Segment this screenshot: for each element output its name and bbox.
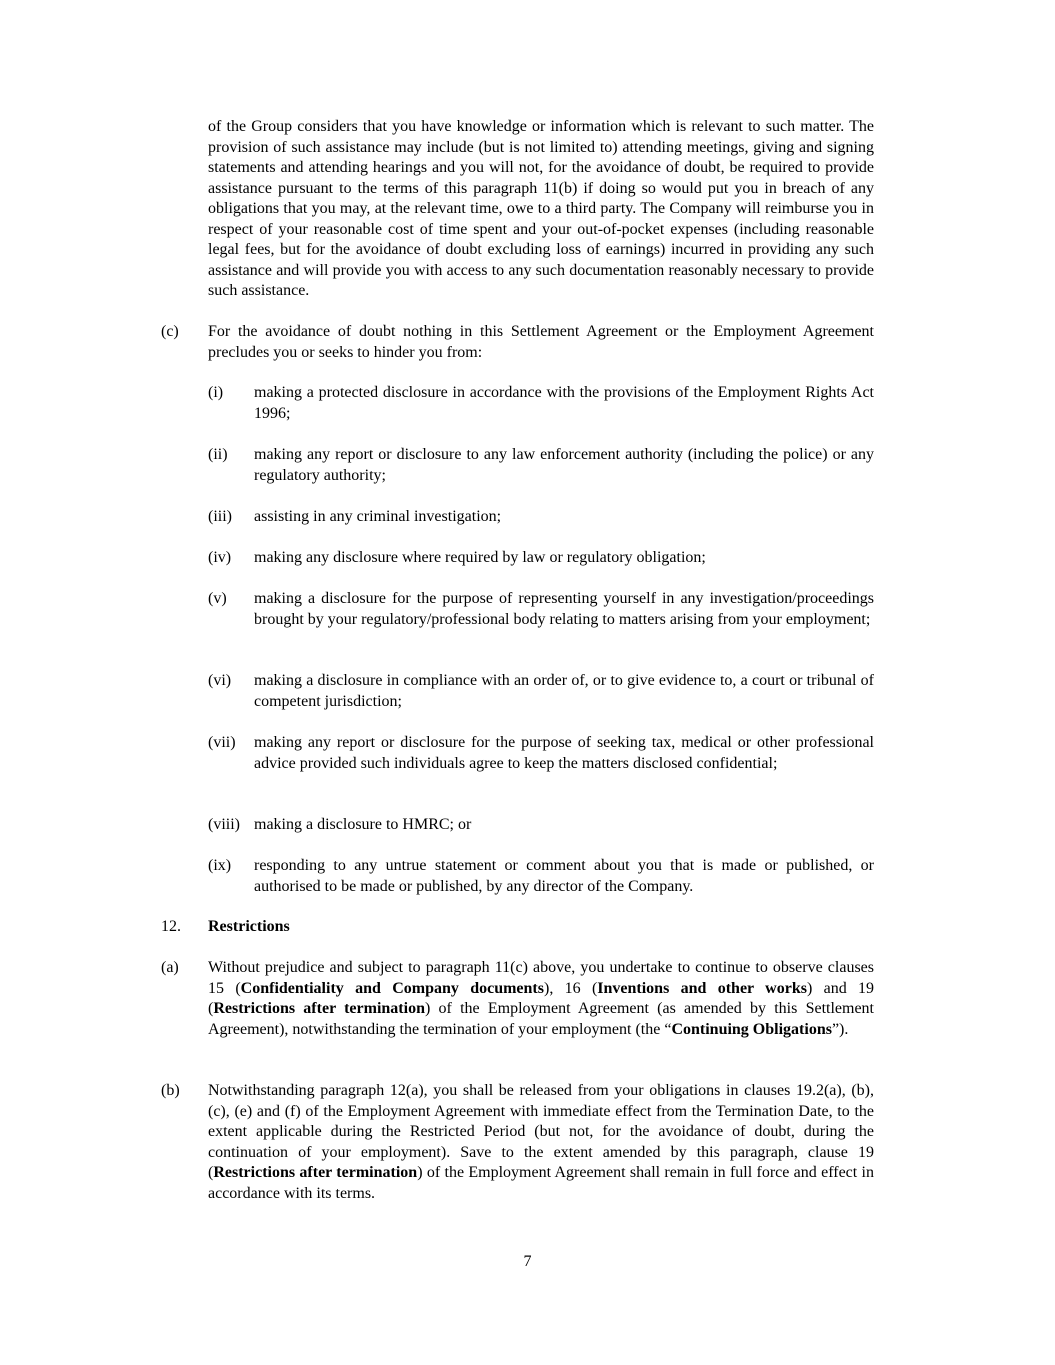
continuation-paragraph: of the Group considers that you have knowledge or information which is relevant to such matter. The provision of such assistance may include (but is not limited to) attending meetings, giving and signing statements and attending hearings and you will not, for the avoidance of doubt, be required to provide assistance pursuant to the terms of this paragraph 11(b) if doing so would put you in breach of any obligations that you may, at the relevant time, owe to a third party. The Company will reimburse you in respect of your reasonable cost of time spent and your out-of-pocket expenses (including reasonable legal fees, but for the avoidance of doubt excluding loss of earnings) incurred in providing any such assistance and will provide you with access to any such documentation reasonably necessary to provide such assistance. [208, 118, 874, 299]
paragraph-text [208, 1081, 874, 1204]
list-item-label: (vi) [208, 672, 232, 689]
section-number: 12. [161, 918, 181, 935]
defined-term: Continuing Obligations [671, 1020, 832, 1038]
text-run: ”). [831, 1020, 849, 1038]
page-number: 7 [523, 1253, 532, 1270]
text-run: ) and 19 ( [208, 979, 875, 1017]
text-run: ) of the Employment Agreement (as amended by this Settlement Agreement), notwithstanding the termination of your employment (the “ [208, 1000, 874, 1038]
section-title: Restrictions [208, 918, 290, 935]
list-item-label: (i) [208, 384, 224, 401]
defined-term: Restrictions after termination [213, 1164, 418, 1181]
list-item-label: (v) [208, 590, 227, 607]
text-run: Without prejudice and subject to paragraph 11(c) above, you undertake to continue to observe clauses 15 ( [208, 959, 874, 997]
paragraph-label: (a) [161, 959, 179, 976]
list-item-text: making a disclosure in compliance with an order of, or to give evidence to, a court or tribunal of competent jurisdiction; [254, 672, 874, 710]
text-run: ) of the Employment Agreement shall remain in full force and effect in accordance with its terms. [208, 1164, 874, 1202]
list-item-text: responding to any untrue statement or comment about you that is made or published, or authorised to be made or published, by any director of the Company. [254, 857, 874, 895]
paragraph-label: (c) [161, 323, 179, 340]
defined-term: Inventions and other works [597, 979, 807, 997]
list-item-text: making a protected disclosure in accordance with the provisions of the Employment Rights Act 1996; [254, 384, 874, 422]
text-run: Notwithstanding paragraph 12(a), you shall be released from your obligations in clauses 19.2(a), (b), (c), (e) and (f) of the Employment Agreement with immediate effect from the Termination Date, to the extent applicable during the Restricted Period (but not, for the avoidance of doubt, during the continuation of your employment). Save to the extent amended by this paragraph, clause 19 ( [208, 1082, 874, 1181]
defined-term: Restrictions after termination [213, 1000, 425, 1017]
list-item-text: making any report or disclosure to any law enforcement authority (including the police) or any regulatory authority; [254, 446, 874, 484]
paragraph-text [208, 958, 874, 1040]
list-item-text: assisting in any criminal investigation; [254, 508, 502, 525]
defined-term: Confidentiality and Company documents [240, 979, 544, 997]
list-item-label: (vii) [208, 734, 236, 751]
list-item-label: (viii) [208, 816, 240, 833]
list-item-label: (iv) [208, 549, 232, 566]
list-item-text: making a disclosure to HMRC; or [254, 816, 472, 833]
list-item-label: (ii) [208, 446, 228, 463]
list-item-text: making any report or disclosure for the purpose of seeking tax, medical or other professional advice provided such individuals agree to keep the matters disclosed confidential; [254, 734, 874, 772]
text-run: ), 16 ( [543, 979, 598, 997]
list-item-text: making any disclosure where required by law or regulatory obligation; [254, 549, 706, 566]
list-item-label: (ix) [208, 857, 232, 874]
paragraph-label: (b) [161, 1082, 180, 1099]
list-item-label: (iii) [208, 508, 232, 525]
list-item-text: making a disclosure for the purpose of representing yourself in any investigation/proceedings brought by your regulatory/professional body relating to matters arising from your employment; [254, 590, 874, 628]
paragraph-text: For the avoidance of doubt nothing in this Settlement Agreement or the Employment Agreement precludes you or seeks to hinder you from: [208, 323, 874, 361]
